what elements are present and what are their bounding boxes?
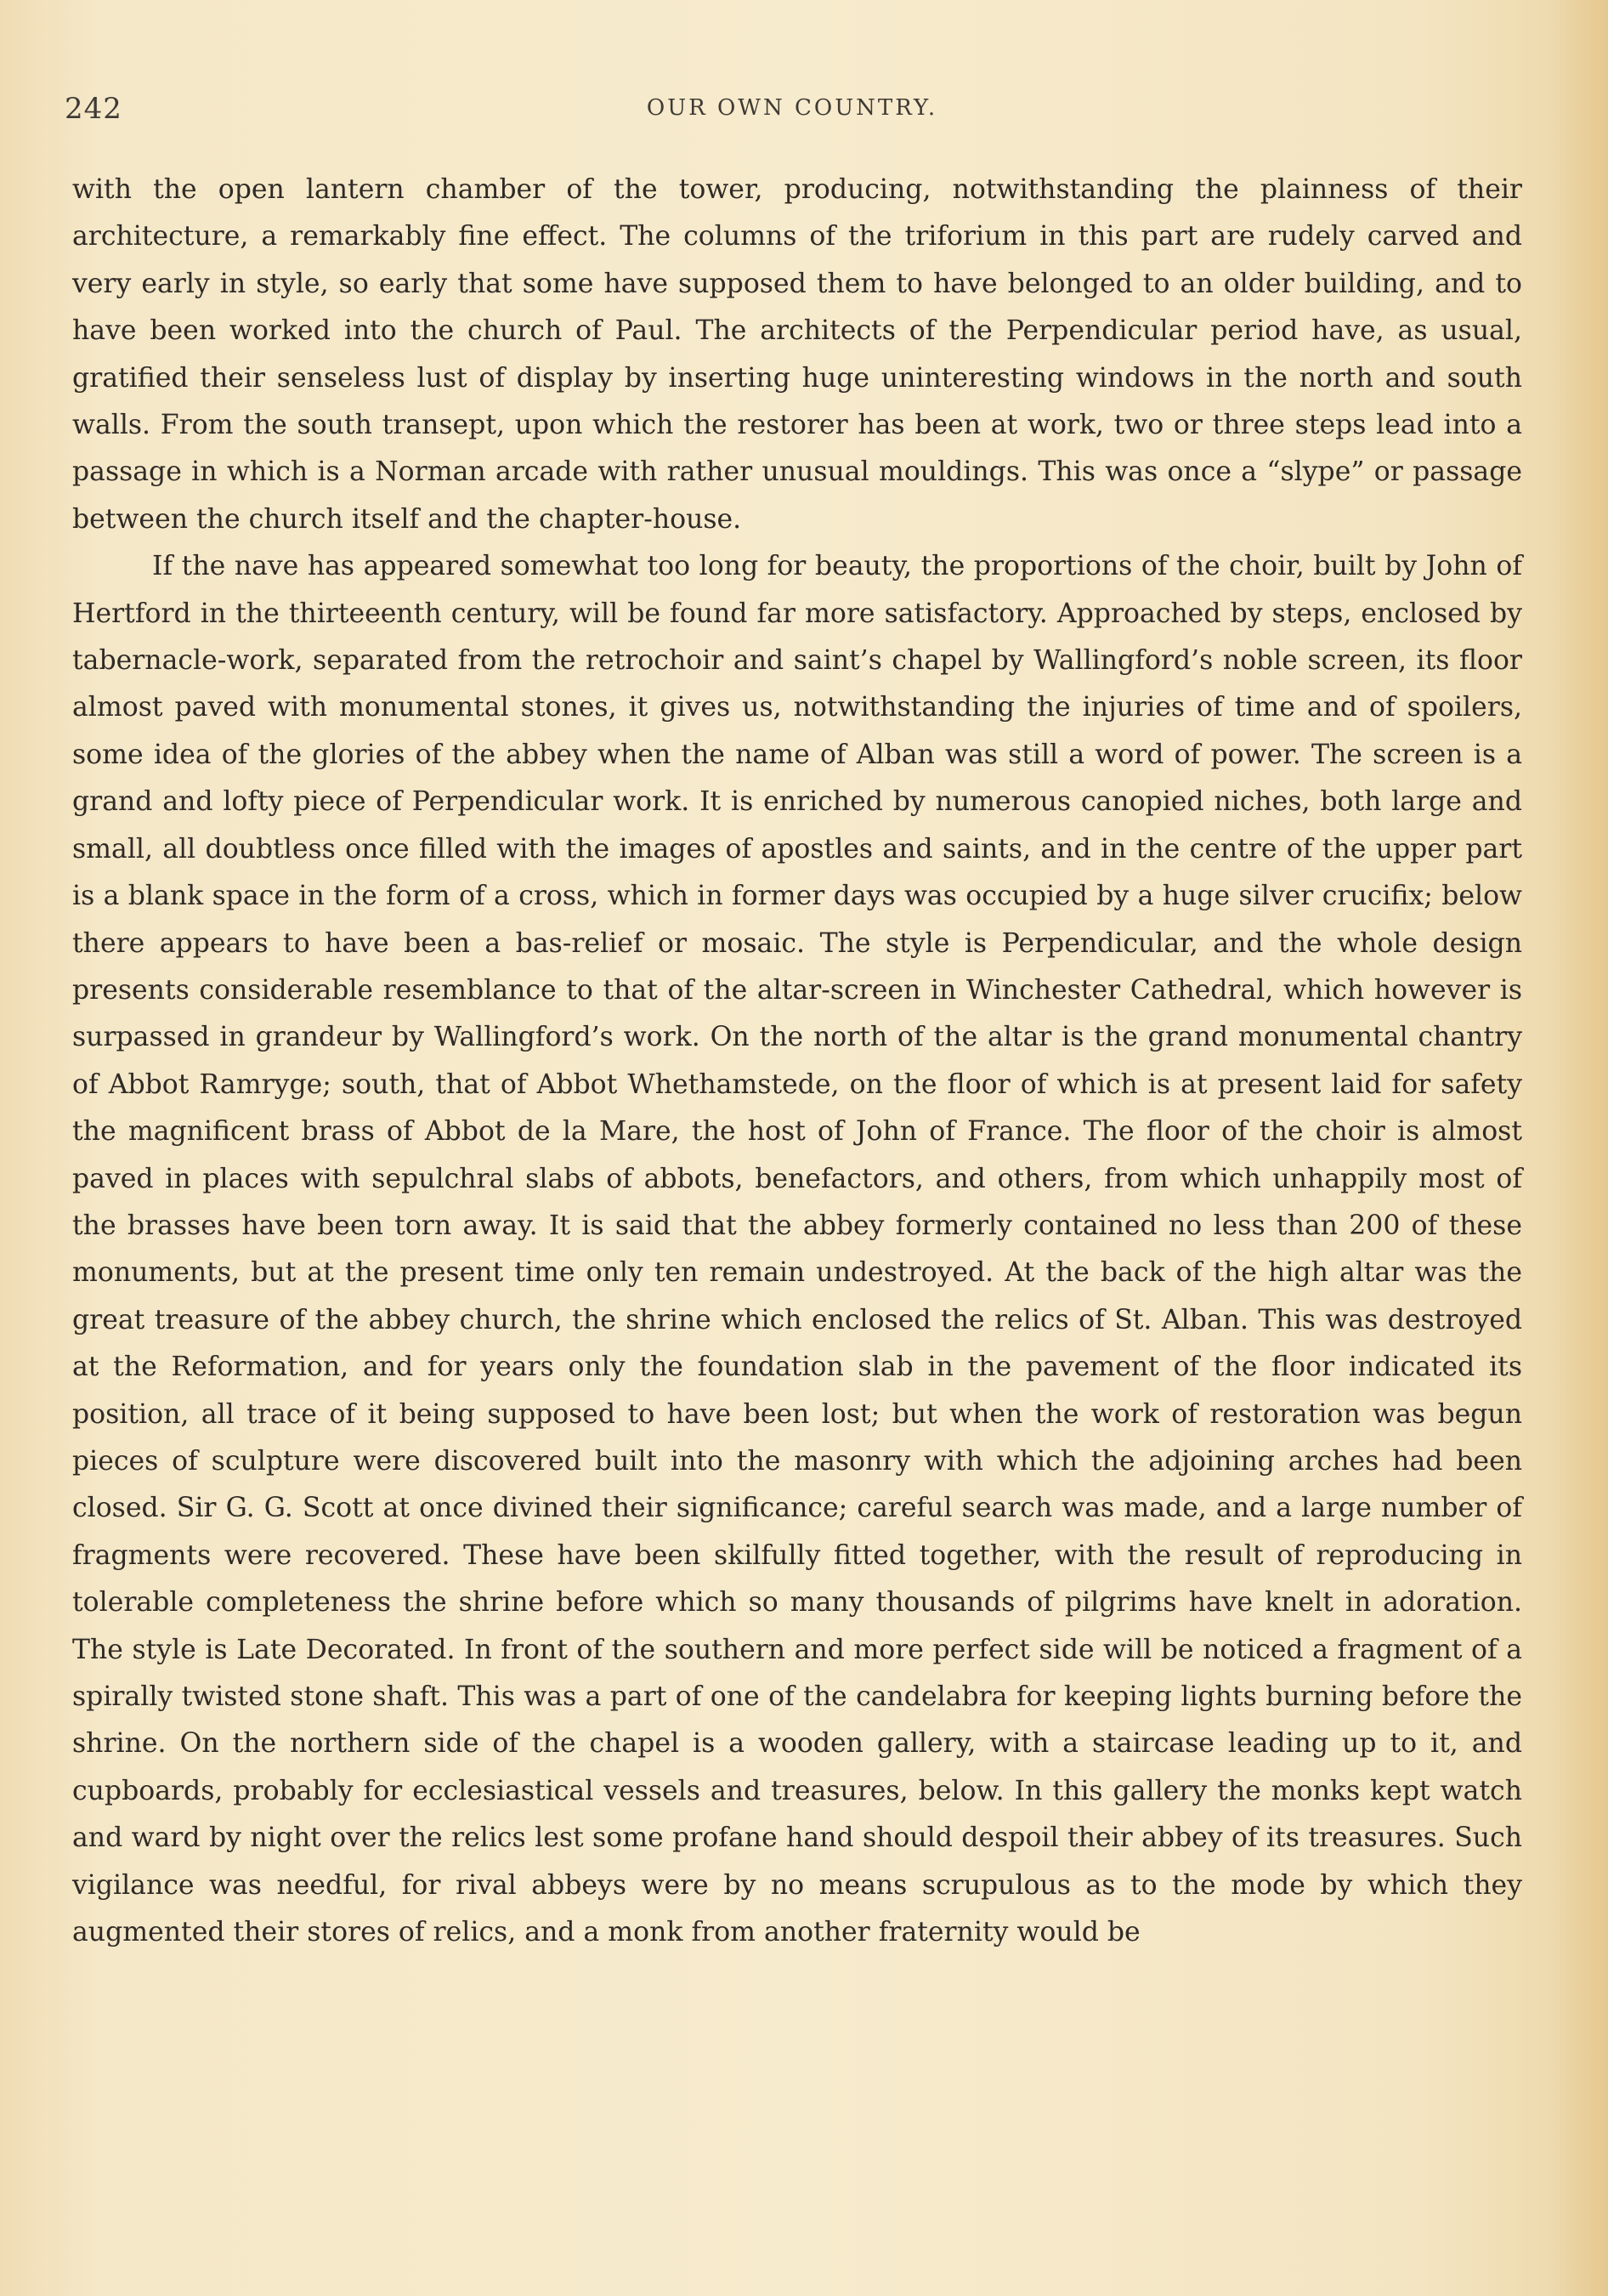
running-head: OUR OWN COUNTRY. [646, 95, 938, 121]
paragraph-choir: If the nave has appeared somewhat too long for beauty, the proportions of the choir, built by John of Hertford in the thirteeenth century, will be found far more satisfactory. Approached by steps, enclosed by tabernacle-work, separated from the retrochoir and saint’s chapel by Wallingford’s noble screen, its floor almost paved with monumental stones, it gives us, notwithstanding the injuries of time and of spoilers, some idea of the glories of the abbey when the name of Alban was still a word of power. The screen is a grand and lofty piece of Perpendicular work. It is enriched by numerous canopied niches, both large and small, all doubtless once filled with the images of apostles and saints, and in the centre of the upper part is a blank space in the form of a cross, which in former days was occupied by a huge silver crucifix; below there appears to have been a bas-relief or mosaic. The style is Perpendicular, and the whole design presents considerable resemblance to that of the altar-screen in Winchester Cathedral, which however is surpassed in grandeur by Wallingford’s work. On the north of the altar is the grand monumental chantry of Abbot Ramryge; south, that of Abbot Whethamstede, on the floor of which is at present laid for safety the magnificent brass of Abbot de la Mare, the host of John of France. The floor of the choir is almost paved in places with sepulchral slabs of abbots, benefactors, and others, from which unhappily most of the brasses have been torn away. It is said that the abbey formerly contained no less than 200 of these monuments, but at the present time only ten remain undestroyed. At the back of the high altar was the great treasure of the abbey church, the shrine which enclosed the relics of St. Alban. This was destroyed at the Reformation, and for years only the foundation slab in the pavement of the floor indicated its position, all trace of it being supposed to have been lost; but when the work of restoration was begun pieces of sculpture were discovered built into the masonry with which the adjoining arches had been closed. Sir G. G. Scott at once divined their significance; careful search was made, and a large number of fragments were recovered. These have been skilfully fitted together, with the result of reproducing in tolerable completeness the shrine before which so many thousands of pilgrims have knelt in adoration. The style is Late Decorated. In front of the southern and more perfect side will be noticed a fragment of a spirally twisted stone shaft. This was a part of one of the candelabra for keeping lights burning before the shrine. On the northern side of the chapel is a wooden gallery, with a staircase leading up to it, and cupboards, probably for ecclesiastical vessels and treasures, below. In this gallery the monks kept watch and ward by night over the relics lest some profane hand should despoil their abbey of its treasures. Such vigilance was needful, for rival abbeys were by no means scrupulous as to the mode by which they augmented their stores of relics, and a monk from another fraternity would be [72, 551, 1522, 1948]
page-header [65, 87, 1520, 138]
paragraph-continued: with the open lantern chamber of the tower, producing, notwithstanding the plainness of their architecture, a remarkably fine effect. The columns of the triforium in this part are rudely carved and very early in style, so early that some have supposed them to have belonged to an older building, and to have been worked into the church of Paul. The architects of the Perpendicular period have, as usual, gratified their senseless lust of display by inserting huge uninteresting windows in the north and south walls. From the south transept, upon which the restorer has been at work, two or three steps lead into a passage in which is a Norman arcade with rather unusual mouldings. This was once a “slype” or passage between the church itself and the chapter-house. [72, 174, 1522, 535]
page-number: 242 [65, 92, 122, 126]
body-text [72, 167, 1522, 1956]
